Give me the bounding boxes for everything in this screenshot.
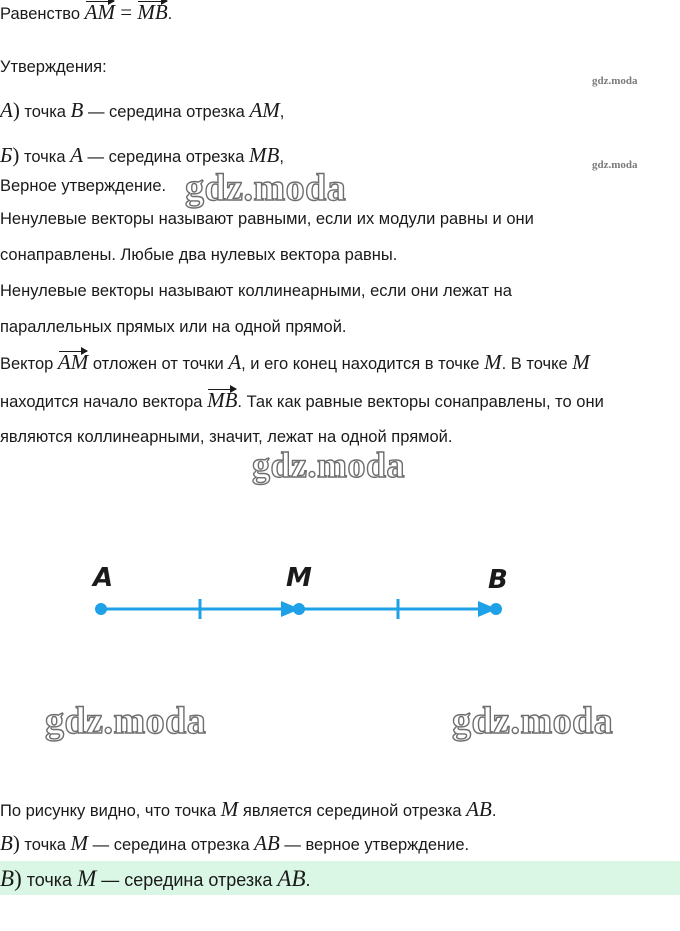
period: . bbox=[305, 870, 311, 890]
segment-ab: AB bbox=[277, 866, 306, 891]
paren: ) bbox=[12, 143, 20, 167]
answer-line bbox=[0, 866, 311, 891]
equality-text: Равенство bbox=[0, 5, 85, 23]
vector-am: AM bbox=[84, 0, 115, 24]
segment-ab: AB bbox=[466, 797, 492, 821]
explanation-line-1 bbox=[0, 352, 590, 374]
text: — середина отрезка bbox=[88, 836, 255, 854]
segment-am: AM bbox=[249, 98, 280, 122]
segment-mb: MB bbox=[249, 143, 280, 167]
statement-b-label: Б bbox=[0, 143, 13, 167]
equality-line bbox=[0, 2, 172, 24]
conclusion-line-1 bbox=[0, 799, 496, 821]
point-m: M bbox=[572, 350, 590, 374]
watermark-small-1: gdz.moda bbox=[592, 75, 638, 87]
watermark-small-2: gdz.moda bbox=[592, 159, 638, 171]
text: — середина отрезка bbox=[96, 870, 278, 890]
equals-sign: = bbox=[114, 0, 138, 24]
text: — верное утверждение. bbox=[279, 836, 470, 854]
vector-mb: MB bbox=[137, 0, 168, 24]
correct-statement-heading: Верное утверждение. bbox=[0, 177, 167, 195]
text: является серединой отрезка bbox=[238, 802, 467, 820]
text: . В точке bbox=[501, 355, 573, 373]
statements-heading: Утверждения: bbox=[0, 58, 107, 76]
text: точка bbox=[21, 870, 78, 890]
segment-figure bbox=[0, 555, 680, 635]
definition-collinear-1: Ненулевые векторы называют коллинеарными, если они лежат на bbox=[0, 282, 512, 300]
comma: , bbox=[279, 148, 284, 166]
point-m-dot bbox=[293, 603, 305, 615]
definition-equal-1: Ненулевые векторы называют равными, если их модули равны и они bbox=[0, 210, 534, 228]
segment-ab: AB bbox=[254, 831, 280, 855]
paren: ) bbox=[12, 831, 20, 855]
watermark-1: gdz.moda bbox=[185, 167, 347, 209]
point-a: A bbox=[70, 143, 83, 167]
watermark-3: gdz.moda bbox=[45, 700, 207, 742]
point-a-dot bbox=[95, 603, 107, 615]
text: — середина отрезка bbox=[83, 103, 250, 121]
point-m: M bbox=[70, 831, 89, 855]
text: , и его конец находится в точке bbox=[241, 355, 485, 373]
figure-label-a: A bbox=[93, 563, 114, 593]
comma: , bbox=[279, 103, 285, 121]
vector-am: AM bbox=[57, 350, 89, 374]
period: . bbox=[491, 802, 497, 820]
text: точка bbox=[19, 103, 71, 121]
point-b: B bbox=[70, 98, 84, 122]
explanation-line-3: являются коллинеарными, значит, лежат на одной прямой. bbox=[0, 428, 453, 446]
statement-a bbox=[0, 100, 284, 122]
point-m: M bbox=[77, 866, 97, 891]
paren: ) bbox=[14, 866, 22, 891]
figure-label-m: M bbox=[286, 563, 312, 593]
text: точка bbox=[19, 148, 71, 166]
statement-v-label: В bbox=[0, 831, 13, 855]
answer-label: В bbox=[0, 866, 15, 891]
text: По рисунку видно, что точка bbox=[0, 802, 221, 820]
period: . bbox=[167, 5, 173, 23]
statement-a-label: А bbox=[0, 98, 13, 122]
text: находится начало вектора bbox=[0, 393, 208, 411]
paren: ) bbox=[12, 98, 20, 122]
watermark-4: gdz.moda bbox=[452, 700, 614, 742]
text: отложен от точки bbox=[88, 355, 229, 373]
definition-collinear-2: параллельных прямых или на одной прямой. bbox=[0, 318, 347, 336]
figure-label-b: B bbox=[488, 565, 508, 595]
conclusion-line-2 bbox=[0, 833, 469, 855]
point-a: A bbox=[228, 350, 242, 374]
text: Вектор bbox=[0, 355, 58, 373]
vector-mb: MB bbox=[207, 388, 238, 412]
text: . Так как равные векторы сонаправлены, то они bbox=[237, 393, 604, 411]
statement-b bbox=[0, 145, 284, 167]
definition-equal-2: сонаправлены. Любые два нулевых вектора равны. bbox=[0, 246, 398, 264]
explanation-line-2 bbox=[0, 390, 604, 412]
point-b-dot bbox=[490, 603, 502, 615]
point-m: M bbox=[220, 797, 239, 821]
text: точка bbox=[19, 836, 71, 854]
point-m: M bbox=[484, 350, 502, 374]
text: — середина отрезка bbox=[82, 148, 250, 166]
watermark-2: gdz.moda bbox=[252, 445, 406, 485]
